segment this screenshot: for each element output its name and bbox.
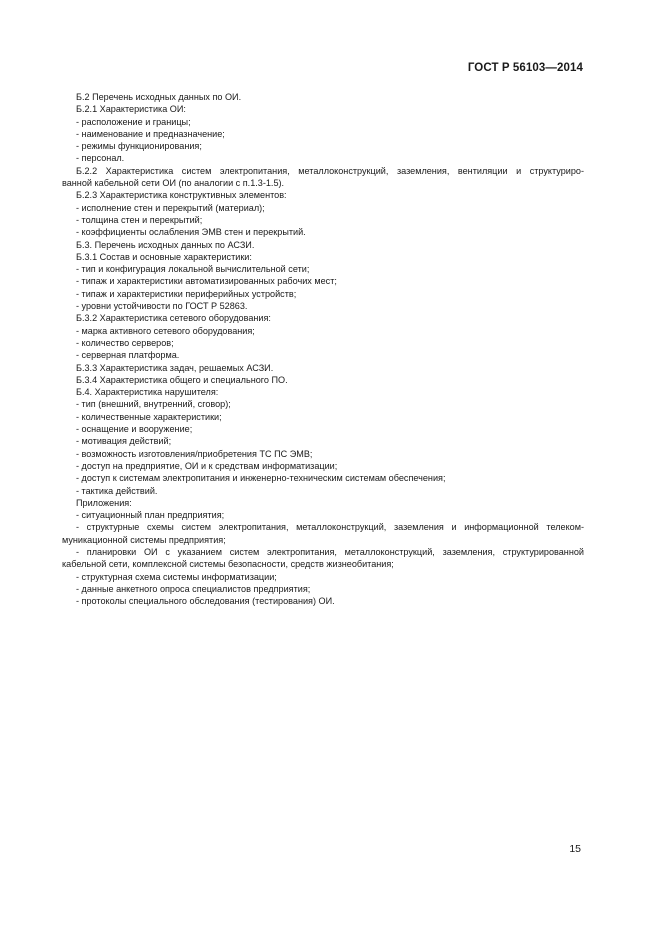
list-item-continuation: муникационной системы предприятия; bbox=[62, 534, 226, 545]
list-item: - типаж и характеристики периферийных устройств; bbox=[76, 288, 297, 299]
subsection-heading: Б.3.2 Характеристика сетевого оборудования: bbox=[76, 313, 271, 324]
list-item: - уровни устойчивости по ГОСТ Р 52863. bbox=[76, 301, 248, 312]
list-item-continuation: кабельной сети, комплексной системы безопасности, средств жизнеобитания; bbox=[62, 559, 394, 570]
list-item: - протоколы специального обследования (тестирования) ОИ. bbox=[76, 596, 335, 607]
section-heading: Б.2 Перечень исходных данных по ОИ. bbox=[76, 92, 242, 102]
list-item: - количество серверов; bbox=[76, 337, 174, 348]
list-item: - марка активного сетевого оборудования; bbox=[76, 325, 255, 336]
paragraph-line: ванной кабельной сети ОИ (по аналогии с п.1.3-1.5). bbox=[62, 178, 285, 189]
subsection-heading: Б.3.4 Характеристика общего и специального ПО. bbox=[76, 374, 288, 385]
list-item: - ситуационный план предприятия; bbox=[76, 510, 225, 521]
list-item: - режимы функционирования; bbox=[76, 141, 202, 152]
list-item: - количественные характеристики; bbox=[76, 411, 222, 422]
appendix-heading: Приложения: bbox=[76, 497, 132, 508]
list-item: - толщина стен и перекрытий; bbox=[76, 214, 203, 225]
page-number: 15 bbox=[569, 843, 581, 855]
list-item: - планировки ОИ с указанием систем электропитания, металлоконструкций, заземления, структурированной bbox=[76, 546, 584, 557]
list-item: - оснащение и вооружение; bbox=[76, 424, 193, 435]
list-item: - наименование и предназначение; bbox=[76, 128, 225, 139]
list-item: - структурная схема системы информатизации; bbox=[76, 571, 277, 582]
subsection-heading: Б.3.1 Состав и основные характеристики: bbox=[76, 251, 252, 262]
list-item: - тактика действий. bbox=[76, 485, 158, 496]
document-body bbox=[62, 91, 584, 607]
subsection-heading: Б.2.3 Характеристика конструктивных элементов: bbox=[76, 190, 287, 201]
list-item: - исполнение стен и перекрытий (материал); bbox=[76, 202, 265, 213]
paragraph-line: Б.2.2 Характеристика систем электропитания, металлоконструкций, заземления, вентиляции и структуриро- bbox=[76, 165, 584, 176]
list-item: - тип (внешний, внутренний, сговор); bbox=[76, 399, 231, 410]
subsection-heading: Б.3.3 Характеристика задач, решаемых АСЗИ. bbox=[76, 362, 274, 373]
section-heading: Б.3. Перечень исходных данных по АСЗИ. bbox=[76, 239, 255, 250]
list-item: - возможность изготовления/приобретения ТС ПС ЭМВ; bbox=[76, 448, 313, 459]
list-item: - структурные схемы систем электропитания, металлоконструкций, заземления и информационной телеком- bbox=[76, 522, 584, 533]
list-item: - расположение и границы; bbox=[76, 116, 191, 127]
list-item: - серверная платформа. bbox=[76, 350, 180, 361]
section-heading: Б.4. Характеристика нарушителя: bbox=[76, 387, 219, 398]
list-item: - персонал. bbox=[76, 153, 125, 164]
subsection-heading: Б.2.1 Характеристика ОИ: bbox=[76, 104, 186, 115]
list-item: - доступ к системам электропитания и инженерно-техническим системам обеспечения; bbox=[76, 473, 446, 484]
list-item: - тип и конфигурация локальной вычислительной сети; bbox=[76, 264, 310, 275]
document-code-header: ГОСТ Р 56103—2014 bbox=[467, 62, 583, 74]
list-item: - коэффициенты ослабления ЭМВ стен и перекрытий. bbox=[76, 227, 306, 238]
list-item: - данные анкетного опроса специалистов предприятия; bbox=[76, 583, 311, 594]
list-item: - доступ на предприятие, ОИ и к средствам информатизации; bbox=[76, 460, 338, 471]
list-item: - типаж и характеристики автоматизированных рабочих мест; bbox=[76, 276, 337, 287]
list-item: - мотивация действий; bbox=[76, 436, 172, 447]
